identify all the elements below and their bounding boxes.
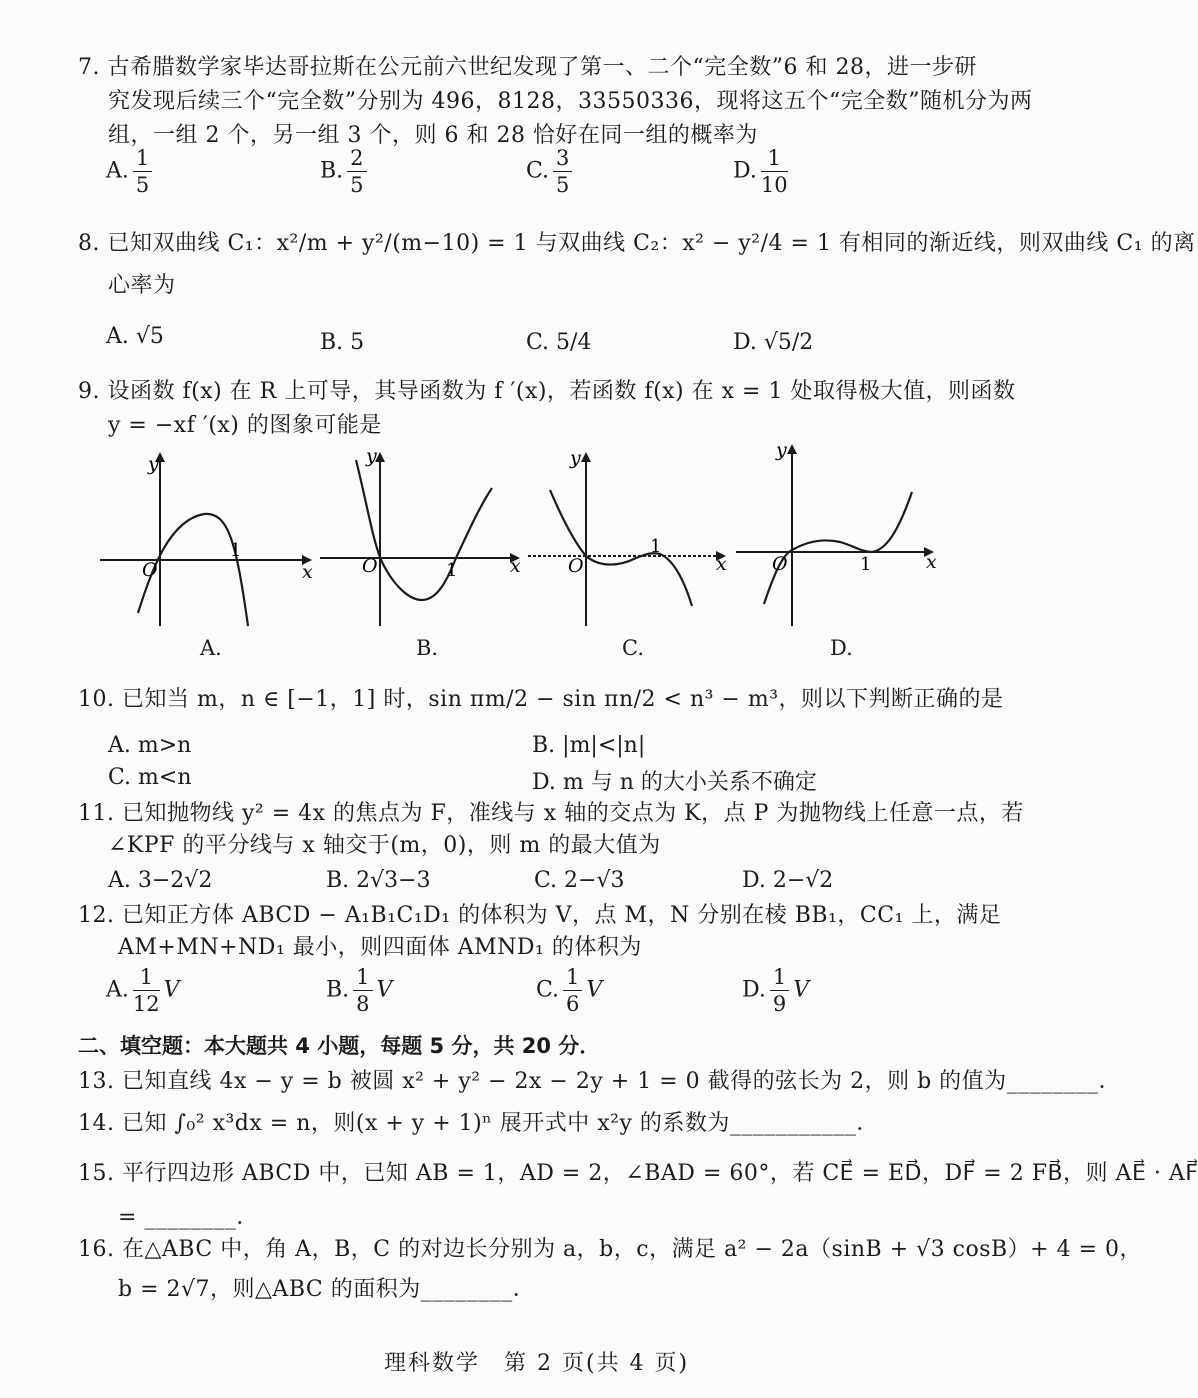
q16-line-2: b = 2√7，则△ABC 的面积为________．	[118, 1277, 536, 1302]
graph-d-y-label: y	[776, 439, 787, 461]
q11-line-1: 11. 已知抛物线 y² = 4x 的焦点为 F，准线与 x 轴的交点为 K，点 P 为抛物线上任意一点，若	[78, 801, 1024, 826]
q16-line-1: 16. 在△ABC 中，角 A，B，C 的对边长分别为 a，b，c，满足 a² − 2a（sinB + √3 cosB）+ 4 = 0，	[78, 1237, 1142, 1262]
graph-b[interactable]	[320, 445, 530, 626]
graph-c-label: C.	[622, 636, 644, 660]
q10-option-c[interactable]: C. m<n	[108, 765, 192, 790]
q12-option-c[interactable]: C. $\frac{1}{6}$ V	[536, 965, 603, 1016]
q12-option-a[interactable]: A. $\frac{1}{12}$ V	[106, 965, 180, 1016]
q10-line-1: 10. 已知当 m，n ∈ [−1，1] 时，sin πm/2 − sin πn/2 < n³ − m³，则以下判断正确的是	[78, 687, 1004, 712]
q12-option-b[interactable]: B. $\frac{1}{8}$ V	[326, 965, 393, 1016]
graph-c[interactable]	[528, 448, 738, 626]
q10-option-a[interactable]: A. m>n	[108, 733, 192, 758]
graph-c-x-label: x	[716, 553, 727, 575]
q7-option-d[interactable]: D. $\frac{1}{10}$	[733, 146, 788, 197]
q12-option-d[interactable]: D. $\frac{1}{9}$ V	[742, 965, 810, 1016]
graph-b-tick: 1	[446, 560, 458, 581]
q11-option-a[interactable]: A. 3−2√2	[108, 868, 213, 893]
q8-line-1: 8. 已知双曲线 C₁：x²/m + y²/(m−10) = 1 与双曲线 C₂：x² − y²/4 = 1 有相同的渐近线，则双曲线 C₁ 的离	[78, 231, 1196, 256]
q7-line-2: 究发现后续三个“完全数”分别为 496，8128，33550336，现将这五个“完全数”随机分为两	[108, 89, 1033, 114]
q10-option-d[interactable]: D. m 与 n 的大小关系不确定	[532, 770, 817, 795]
graph-d-curve	[764, 492, 912, 604]
graph-b-origin: O	[362, 555, 378, 577]
q7-line-1: 7. 古希腊数学家毕达哥拉斯在公元前六世纪发现了第一、二个“完全数”6 和 28，进一步研	[78, 55, 977, 80]
graph-c-tick: 1	[650, 536, 662, 557]
graph-c-y-label: y	[570, 447, 581, 469]
graph-b-label: B.	[416, 636, 439, 660]
q12-line-1: 12. 已知正方体 ABCD − A₁B₁C₁D₁ 的体积为 V，点 M，N 分别在棱 BB₁，CC₁ 上，满足	[78, 903, 1002, 928]
graph-a-y-label: y	[148, 453, 159, 475]
graph-d[interactable]	[736, 440, 946, 626]
graph-a-tick: 1	[230, 540, 242, 561]
q11-option-d[interactable]: D. 2−√2	[742, 868, 834, 893]
q8-option-b[interactable]: B. 5	[320, 330, 365, 355]
graph-a[interactable]	[100, 448, 320, 626]
graph-d-tick: 1	[860, 554, 872, 575]
q8-option-d[interactable]: D. √5/2	[733, 330, 814, 355]
graph-c-origin: O	[568, 555, 584, 577]
q8-option-c[interactable]: C. 5/4	[526, 330, 592, 355]
q10-option-b[interactable]: B. |m|<|n|	[532, 733, 646, 758]
q11-line-2: ∠KPF 的平分线与 x 轴交于(m，0)，则 m 的最大值为	[108, 833, 661, 858]
graph-b-curve	[356, 460, 492, 600]
q7-line-3: 组，一组 2 个，另一组 3 个，则 6 和 28 恰好在同一组的概率为	[108, 123, 758, 148]
graph-b-y-label: y	[366, 445, 377, 467]
q9-line-1: 9. 设函数 f(x) 在 R 上可导，其导函数为 f ′(x)，若函数 f(x) 在 x = 1 处取得极大值，则函数	[78, 379, 1016, 404]
q7-option-c[interactable]: C. $\frac{3}{5}$	[526, 145, 576, 198]
graph-a-x-label: x	[302, 561, 313, 583]
graph-d-label: D.	[830, 636, 853, 660]
q11-option-b[interactable]: B. 2√3−3	[326, 868, 431, 893]
graph-a-origin: O	[142, 559, 158, 581]
q13-line: 13. 已知直线 4x − y = b 被圆 x² + y² − 2x − 2y + 1 = 0 截得的弦长为 2，则 b 的值为________．	[78, 1069, 1122, 1094]
q15-line-1: 15. 平行四边形 ABCD 中，已知 AB = 1，AD = 2，∠BAD = 60°，若 CE⃗ = ED⃗，DF⃗ = 2 FB⃗，则 AE⃗ · AF⃗	[78, 1161, 1198, 1186]
q8-option-a[interactable]: A. √5	[106, 324, 164, 349]
graph-b-x-label: x	[510, 555, 521, 577]
q8-line-2: 心率为	[108, 273, 176, 298]
q7-option-b[interactable]: B. $\frac{2}{5}$	[320, 145, 371, 198]
graph-c-curve	[550, 490, 692, 606]
q11-option-c[interactable]: C. 2−√3	[534, 868, 625, 893]
q15-line-2: = ________．	[118, 1205, 259, 1230]
q12-line-2: AM+MN+ND₁ 最小，则四面体 AMND₁ 的体积为	[118, 935, 642, 960]
q7-option-a[interactable]: A. $\frac{1}{5}$	[106, 145, 156, 198]
q9-line-2: y = −xf ′(x) 的图象可能是	[108, 413, 382, 438]
graph-d-x-label: x	[926, 551, 937, 573]
graph-d-origin: O	[772, 553, 788, 575]
graph-a-label: A.	[200, 636, 222, 660]
q14-line: 14. 已知 ∫₀² x³dx = n，则(x + y + 1)ⁿ 展开式中 x²y 的系数为___________．	[78, 1111, 879, 1136]
section-fill-in-heading: 二、填空题：本大题共 4 小题，每题 5 分，共 20 分．	[78, 1034, 601, 1058]
page-footer: 理科数学 第 2 页(共 4 页)	[384, 1351, 690, 1376]
